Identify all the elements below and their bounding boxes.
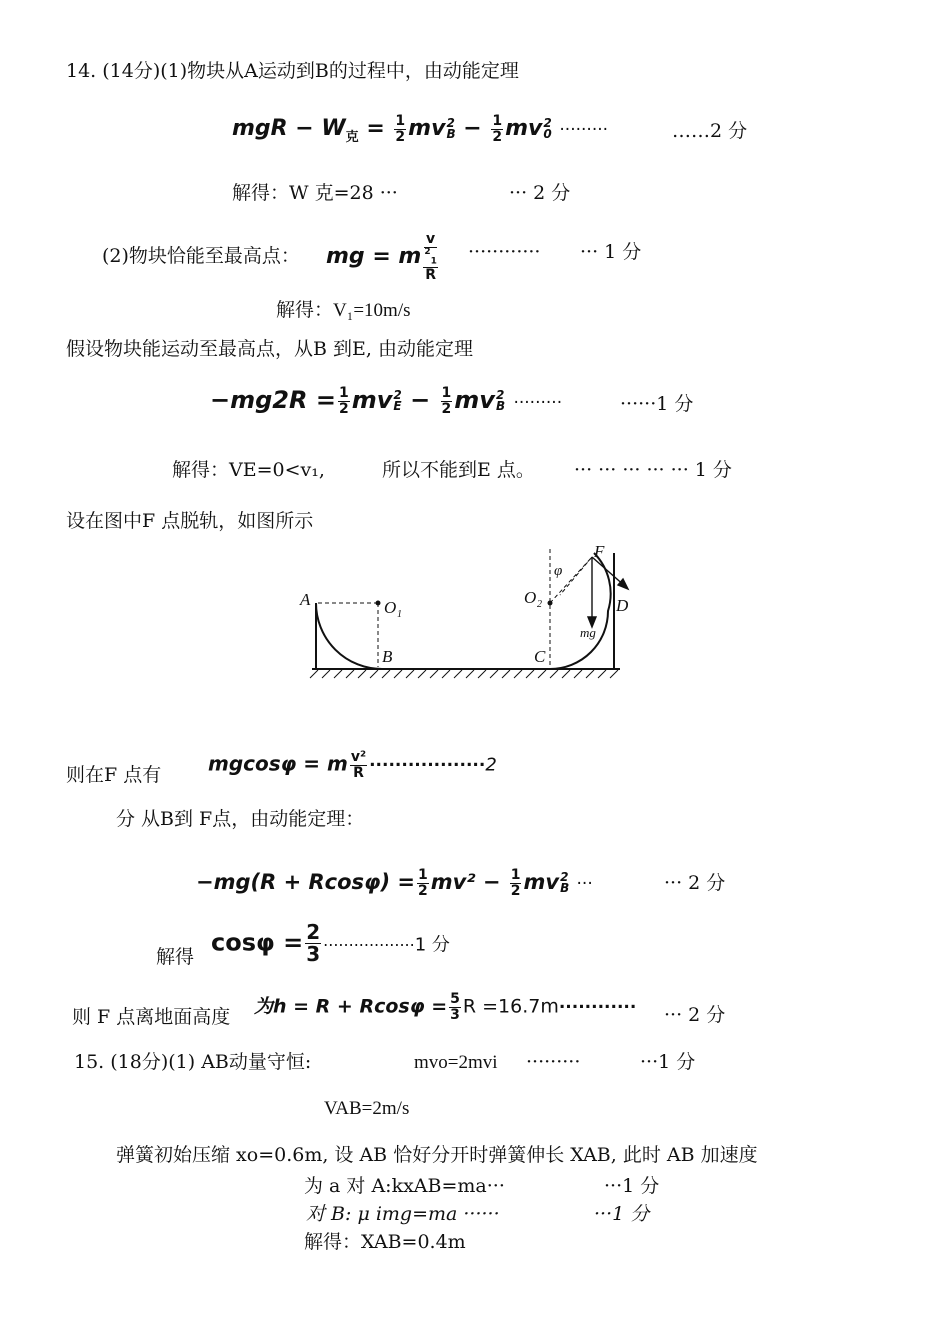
dashed-f-left <box>560 557 592 595</box>
q15-header: 15. (18分)(1) AB动量守恒: <box>74 1051 312 1073</box>
arc-ab <box>316 603 382 669</box>
hatch-19 <box>526 670 534 678</box>
q14-assumption: 假设物块能运动至最高点，从B 到E, 由动能定理 <box>66 338 473 360</box>
q14-height-label: 则 F 点离地面高度 <box>72 1006 231 1028</box>
hatch-7 <box>382 670 390 678</box>
q14-solve1-score: ··· 2 分 <box>509 182 571 204</box>
track-figure <box>298 545 648 685</box>
q15-solve: 解得：XAB=0.4m <box>304 1231 466 1253</box>
q15-eq1-score: ···1 分 <box>640 1051 696 1073</box>
hatch-1 <box>310 670 318 678</box>
label-o1: O <box>384 598 397 617</box>
q14-solve5-label: 解得 <box>156 946 195 968</box>
q14-equation-3: −mg2R = $\frac{1}{2}$ mv 2 E − $\frac{1}{2}$ mv 2 B ········· <box>210 385 563 417</box>
hatch-15 <box>478 670 486 678</box>
q14-part-2: (2)物块恰能至最高点： <box>102 245 300 267</box>
hatch-23 <box>574 670 582 678</box>
hatch-13 <box>454 670 462 678</box>
q14-equation-2: mg = m v $^2_1$ R <box>326 231 437 283</box>
hatch-21 <box>550 670 558 678</box>
hatch-17 <box>502 670 510 678</box>
label-mg: mg <box>580 625 596 640</box>
q14-solve3-score: ··· ··· ··· ··· ··· 1 分 <box>574 459 732 481</box>
hatch-26 <box>610 670 618 678</box>
hatch-4 <box>346 670 354 678</box>
hatch-16 <box>490 670 498 678</box>
q14-assume-f: 设在图中F 点脱轨，如图所示 <box>66 510 314 532</box>
q14-eq5-score: ··· 2 分 <box>664 872 726 894</box>
q14-solve-2: 解得：V₁=10m/s <box>276 300 411 321</box>
q14-equation-7: 为h = R + Rcosφ = $\frac{5}{3}$ R =16.7m············ <box>254 991 637 1023</box>
q15-vab: VAB=2m/s <box>324 1098 410 1119</box>
label-f: F <box>594 545 605 561</box>
label-o2: O <box>524 588 537 607</box>
hatch-20 <box>538 670 546 678</box>
hatch-14 <box>466 670 474 678</box>
label-o1-sub: 1 <box>397 609 402 620</box>
label-a: A <box>300 590 311 609</box>
q15-for-b-score: ···1 分 <box>594 1203 650 1225</box>
hatch-10 <box>418 670 426 678</box>
hatch-25 <box>598 670 606 678</box>
q14-eq2-score: ··· 1 分 <box>580 241 642 263</box>
q15-spring: 弹簧初始压缩 xo=0.6m, 设 AB 恰好分开时弹簧伸长 XAB, 此时 AB 加速度 <box>116 1144 758 1166</box>
q14-eq2-dots: ············ <box>468 241 541 263</box>
q14-at-f: 则在F 点有 <box>66 764 162 786</box>
q14-equation-1: mgR − $W_克$ = $\frac{1}{2}$ mv 2 B − $\frac{1}{2}$ mv 2 0 ········· <box>232 113 609 146</box>
q15-for-a: 为 a 对 A:kxAB=ma··· <box>304 1175 505 1197</box>
q14-header: 14. (14分)(1)物块从A运动到B的过程中，由动能定理 <box>66 60 519 82</box>
q14-equation-4: mgcosφ = m $\frac{\text{v²}}{R}$ ··················2 <box>208 749 497 781</box>
point-o1 <box>376 601 381 606</box>
q14-solve-1: 解得：W 克=28 ··· <box>232 182 398 204</box>
label-c: C <box>534 647 546 666</box>
point-o2 <box>548 601 553 606</box>
hatch-8 <box>394 670 402 678</box>
q14-solve-3: 解得：VE=0<v₁, <box>172 459 325 481</box>
hatch-6 <box>370 670 378 678</box>
q15-eq1: mvo=2mvi <box>414 1052 498 1073</box>
q15-for-b: 对 B: μ img=ma ······ <box>306 1203 500 1225</box>
hatch-2 <box>322 670 330 678</box>
hatch-18 <box>514 670 522 678</box>
hatch-24 <box>586 670 594 678</box>
hatch-9 <box>406 670 414 678</box>
q14-equation-6: cosφ = $\frac{2}{3}$ ··················1 分 <box>211 920 450 966</box>
q15-for-a-score: ···1 分 <box>604 1175 660 1197</box>
hatch-12 <box>442 670 450 678</box>
q14-eq7-score: ··· 2 分 <box>664 1004 726 1026</box>
q14-eq3-score: ······1 分 <box>620 393 694 415</box>
label-d: D <box>616 596 629 615</box>
label-phi: φ <box>554 563 563 579</box>
q14-eq1-score: ……2 分 <box>672 120 748 142</box>
q14-solve-3b: 所以不能到E 点。 <box>382 459 535 481</box>
q15-eq1-dots: ········· <box>526 1051 581 1073</box>
hatch-22 <box>562 670 570 678</box>
label-b: B <box>382 647 393 666</box>
q14-from-b-to-f: 分 从B到 F点，由动能定理： <box>116 808 365 830</box>
label-o2-sub: 2 <box>537 599 542 610</box>
hatch-3 <box>334 670 342 678</box>
hatch-11 <box>430 670 438 678</box>
q14-equation-5: −mg(R + Rcosφ) = $\frac{1}{2}$ mv² − $\frac{1}{2}$ mv 2 B ··· <box>196 867 593 899</box>
hatch-5 <box>358 670 366 678</box>
